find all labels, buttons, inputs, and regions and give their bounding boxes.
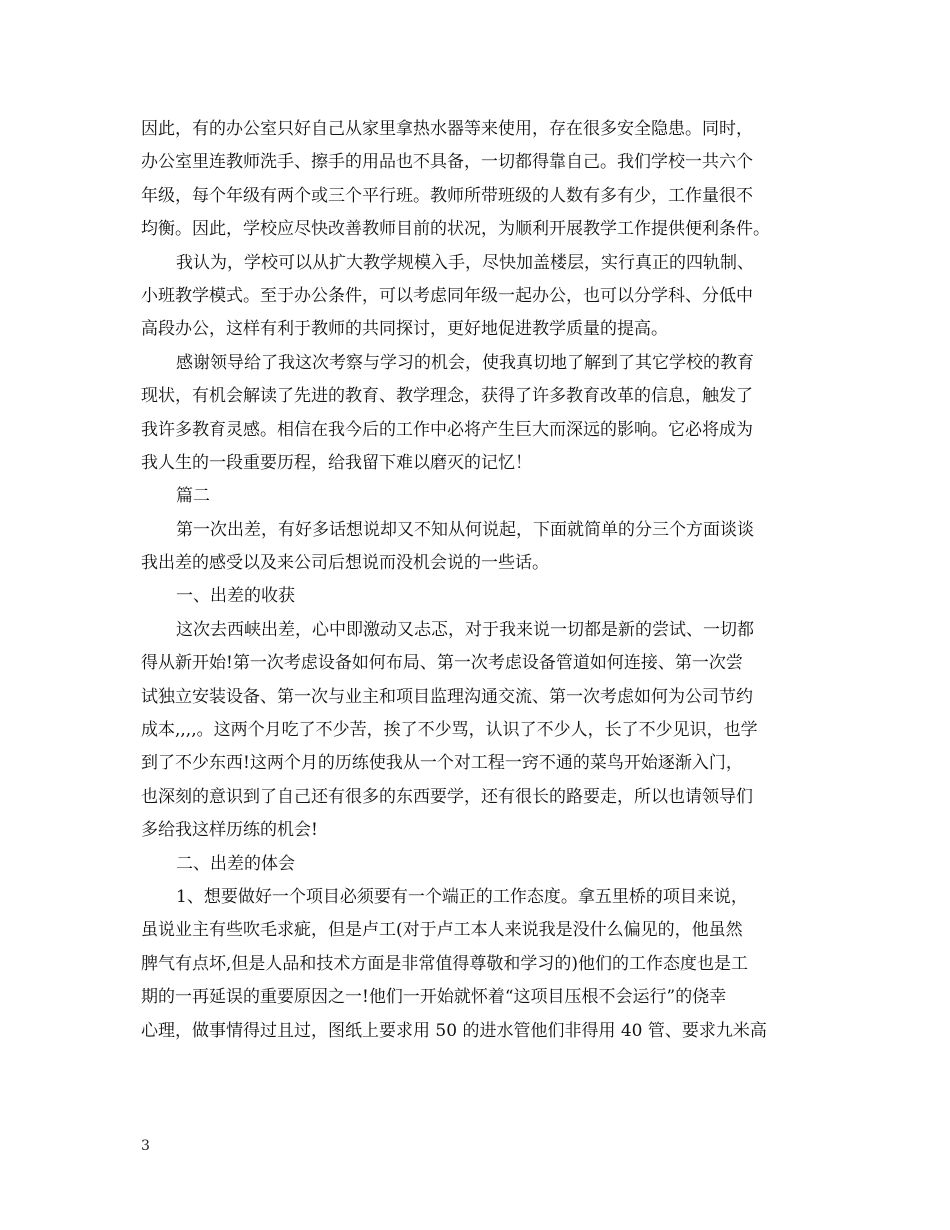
text-line: 这次去西峡出差，心中即激动又忐忑，对于我来说一切都是新的尝试、一切都 [176,619,754,640]
text-line: 第一次出差，有好多话想说却又不知从何说起，下面就简单的分三个方面谈谈 [176,519,754,540]
text-line: 虽说业主有些吹毛求疵，但是卢工(对于卢工本人来说我是没什么偏见的，他虽然 [141,920,743,941]
text-line: 我出差的感受以及来公司后想说而没机会说的一些话。 [141,553,549,574]
text-line: 心理，做事情得过且过，图纸上要求用 50 的进水管他们非得用 40 管、要求九米高 [141,1020,767,1041]
text-line: 也深刻的意识到了自己还有很多的东西要学，还有很长的路要走，所以也请领导们 [141,786,753,807]
text-line: 均衡。因此，学校应尽快改善教师目前的状况，为顺利开展教学工作提供便利条件。 [141,219,770,240]
text-line: 1、想要做好一个项目必须要有一个端正的工作态度。拿五里桥的项目来说， [176,886,748,907]
text-line: 期的一再延误的重要原因之一!他们一开始就怀着“这项目压根不会运行”的侥幸 [141,987,727,1008]
text-line: 我许多教育灵感。相信在我今后的工作中必将产生巨大而深远的影响。它必将成为 [141,419,753,440]
text-line: 办公室里连教师洗手、擦手的用品也不具备，一切都得靠自己。我们学校一共六个 [141,152,753,173]
text-line: 一、出差的收获 [176,586,295,607]
text-line: 高段办公，这样有利于教师的共同探讨，更好地促进教学质量的提高。 [141,319,668,340]
text-line: 我人生的一段重要历程，给我留下难以磨灭的记忆！ [141,452,532,473]
text-line: 年级，每个年级有两个或三个平行班。教师所带班级的人数有多有少，工作量很不 [141,185,753,206]
text-line: 小班教学模式。至于办公条件，可以考虑同年级一起办公，也可以分学科、分低中 [141,285,753,306]
text-line: 脾气有点坏,但是人品和技术方面是非常值得尊敬和学习的)他们的工作态度也是工 [141,953,749,974]
page-number: 3 [141,1138,150,1154]
text-line: 篇二 [176,486,210,507]
text-line: 多给我这样历练的机会! [141,820,318,841]
text-line: 感谢领导给了我这次考察与学习的机会，使我真切地了解到了其它学校的教育 [176,352,754,373]
text-line: 现状，有机会解读了先进的教育、教学理念，获得了许多教育改革的信息，触发了 [141,386,753,407]
text-line: 成本,,,,。这两个月吃了不少苦，挨了不少骂，认识了不少人，长了不少见识，也学 [141,720,758,741]
text-line: 我认为，学校可以从扩大教学规模入手，尽快加盖楼层，实行真正的四轨制、 [176,252,754,273]
text-line: 二、出差的体会 [176,853,295,874]
text-line: 得从新开始!第一次考虑设备如何布局、第一次考虑设备管道如何连接、第一次尝 [141,653,743,674]
text-line: 因此，有的办公室只好自己从家里拿热水器等来使用，存在很多安全隐患。同时， [141,119,753,139]
text-line: 试独立安装设备、第一次与业主和项目监理沟通交流、第一次考虑如何为公司节约 [141,686,753,707]
body-text [141,113,841,1048]
text-line: 到了不少东西!这两个月的历练使我从一个对工程一窍不通的菜鸟开始逐渐入门， [141,753,743,774]
